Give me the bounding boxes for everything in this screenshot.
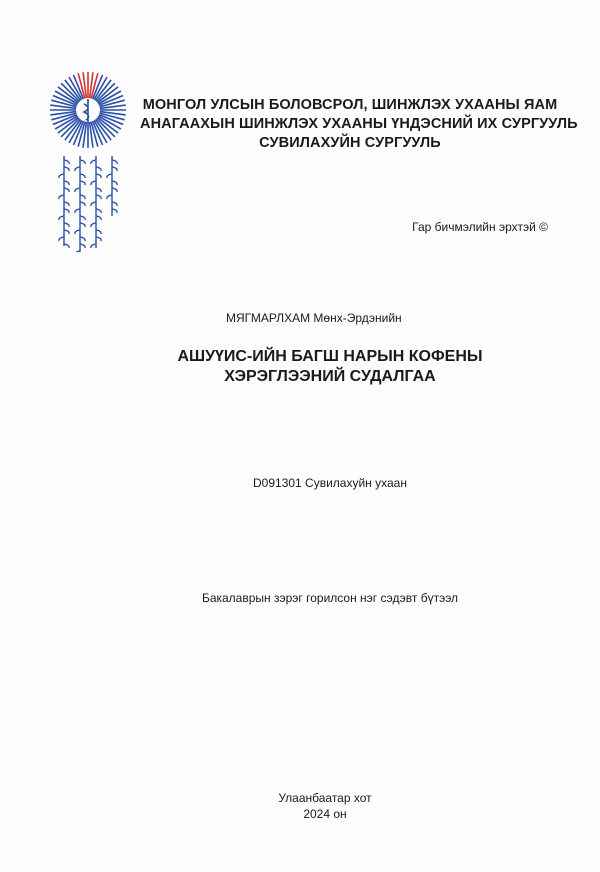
header-line-ministry: МОНГОЛ УЛСЫН БОЛОВСРОЛ, ШИНЖЛЭХ УХААНЫ ЯАМ [142, 97, 558, 113]
script-stroke [112, 202, 117, 206]
script-stroke [80, 174, 85, 178]
title-line-1: АШУҮИС-ИЙН БАГШ НАРЫН КОФЕНЫ [177, 348, 483, 365]
script-stroke [64, 223, 69, 227]
university-emblem-icon [48, 70, 128, 150]
script-stroke [107, 174, 112, 178]
script-stroke [80, 195, 85, 199]
script-stroke [75, 167, 80, 171]
script-stroke [64, 188, 69, 192]
script-stroke [75, 230, 80, 234]
script-stroke [112, 167, 117, 171]
mongolian-script-icon [50, 152, 130, 252]
script-stroke [80, 202, 85, 206]
script-stroke [91, 160, 96, 164]
script-stroke [112, 181, 117, 185]
script-stroke [64, 244, 69, 248]
script-stroke [59, 174, 64, 178]
script-stroke [96, 237, 101, 241]
script-stroke [64, 230, 69, 234]
header-line-school: СУВИЛАХУЙН СУРГУУЛЬ [259, 135, 441, 151]
thesis-title [120, 347, 540, 387]
script-stroke [91, 202, 96, 206]
title-line-2: ХЭРЭГЛЭЭНИЙ СУДАЛГАА [224, 368, 436, 385]
script-stroke [80, 181, 85, 185]
header-line-university: АНАГААХЫН ШИНЖЛЭХ УХААНЫ ҮНДЭСНИЙ ИХ СУРГУУЛЬ [140, 116, 578, 132]
script-stroke [59, 216, 64, 220]
year: 2024 он [303, 807, 347, 821]
city: Улаанбаатар хот [278, 791, 372, 805]
script-stroke [75, 188, 80, 192]
script-stroke [75, 251, 80, 252]
script-stroke [91, 181, 96, 185]
script-stroke [64, 160, 69, 164]
script-stroke [96, 216, 101, 220]
script-stroke [80, 237, 85, 241]
script-stroke [64, 167, 69, 171]
script-stroke [80, 160, 85, 164]
author-name: МЯГМАРЛХАМ Мөнх-Эрдэнийн [226, 311, 402, 325]
script-stroke [96, 195, 101, 199]
script-stroke [80, 244, 85, 248]
script-stroke [96, 167, 101, 171]
copyright-notice: Гар бичмэлийн эрхтэй © [412, 220, 548, 234]
ministry-header [140, 96, 578, 153]
script-stroke [91, 244, 96, 248]
script-stroke [96, 174, 101, 178]
script-stroke [80, 223, 85, 227]
script-stroke [112, 209, 117, 213]
script-stroke [80, 216, 85, 220]
script-stroke [59, 195, 64, 199]
script-stroke [96, 188, 101, 192]
script-stroke [64, 209, 69, 213]
place-and-year [170, 790, 480, 822]
script-stroke [59, 237, 64, 241]
script-stroke [112, 188, 117, 192]
script-stroke [91, 223, 96, 227]
script-stroke [75, 209, 80, 213]
degree-statement: Бакалаврын зэрэг горилсон нэг сэдэвт бүтээл [201, 591, 459, 605]
program-code: D091301 Сувилахуйн ухаан [253, 476, 407, 490]
script-stroke [64, 181, 69, 185]
script-stroke [96, 230, 101, 234]
script-stroke [96, 209, 101, 213]
script-stroke [107, 195, 112, 199]
script-stroke [64, 202, 69, 206]
script-stroke [112, 160, 117, 164]
